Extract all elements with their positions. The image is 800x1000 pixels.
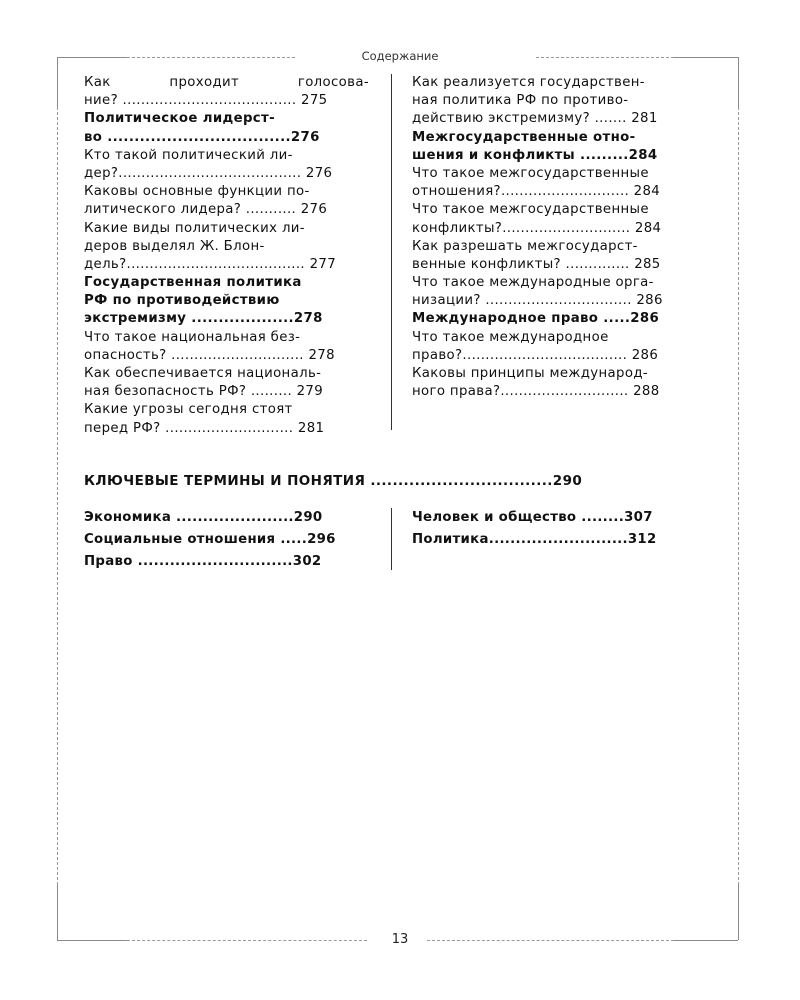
toc-line[interactable]: Какие угрозы сегодня стоят — [84, 402, 293, 418]
toc-line[interactable]: опасность? ............................. 278 — [84, 347, 335, 363]
toc-line[interactable]: дер?........................................ 276 — [84, 165, 333, 181]
key-term-entry[interactable]: Право .............................302 — [84, 554, 322, 569]
toc-line[interactable]: Что такое национальная без- — [84, 329, 301, 345]
toc-line[interactable]: Как обеспечивается националь- — [84, 366, 322, 381]
toc-line[interactable]: Какие виды политических ли- — [84, 220, 305, 236]
toc-line[interactable]: во ..................................276 — [84, 129, 320, 145]
toc-line[interactable]: венные конфликты? .............. 285 — [412, 256, 661, 272]
toc-line[interactable]: конфликты?............................ 284 — [412, 220, 662, 236]
toc-line[interactable]: ная политика РФ по противо- — [412, 93, 629, 109]
toc-line[interactable]: перед РФ? ............................ 281 — [84, 420, 325, 436]
toc-line[interactable]: Как разрешать межгосударст- — [412, 238, 638, 254]
frame-right-top — [738, 57, 739, 107]
toc-line[interactable]: действию экстремизму? ....... 281 — [412, 111, 658, 127]
key-term-entry[interactable]: Человек и общество ........307 — [412, 510, 653, 525]
toc-line[interactable]: деров выделял Ж. Блон- — [84, 238, 265, 254]
toc-line[interactable]: Что такое межгосударственные — [412, 165, 649, 181]
key-terms-right-column — [412, 507, 699, 551]
toc-line[interactable]: Что такое международное — [412, 329, 609, 345]
toc-line[interactable]: Что такое межгосударственные — [412, 202, 649, 218]
toc-line[interactable]: Как реализуется государствен- — [412, 75, 645, 90]
toc-line[interactable]: Политическое лидерст- — [84, 111, 275, 127]
toc-line[interactable]: низации? ................................ 286 — [412, 293, 663, 309]
toc-line[interactable]: ная безопасность РФ? ......... 279 — [84, 384, 324, 400]
toc-line[interactable]: дель?....................................... 277 — [84, 256, 337, 272]
toc-line[interactable]: Как проходит голосова- — [84, 75, 369, 90]
toc-line[interactable]: Государственная политика — [84, 275, 302, 291]
toc-line[interactable]: ного права?............................ 288 — [412, 384, 660, 400]
key-term-entry[interactable]: Социальные отношения .....296 — [84, 532, 336, 547]
toc-left-column — [84, 74, 369, 438]
toc-line[interactable]: отношения?............................ 284 — [412, 184, 661, 200]
toc-right-column — [412, 74, 697, 401]
frame-left-dashes — [57, 107, 58, 885]
key-term-entry[interactable]: Политика..........................312 — [412, 532, 657, 547]
toc-line[interactable]: Межгосударственные отно- — [412, 129, 636, 145]
toc-line[interactable]: право?.................................... 286 — [412, 347, 659, 363]
column-divider — [391, 74, 392, 430]
page-number: 13 — [391, 932, 409, 947]
toc-line[interactable]: ние? ...................................... 275 — [84, 93, 328, 109]
frame-right-dashes — [738, 107, 739, 885]
key-terms-left-column — [84, 507, 371, 573]
toc-line[interactable]: литического лидера? ........... 276 — [84, 202, 328, 218]
key-terms-divider — [391, 508, 392, 570]
key-terms-heading[interactable]: КЛЮЧЕВЫЕ ТЕРМИНЫ И ПОНЯТИЯ .................................290 — [84, 473, 583, 489]
toc-line[interactable]: Каковы принципы международ- — [412, 366, 649, 381]
toc-line[interactable]: Что такое международные орга- — [412, 275, 654, 291]
toc-line[interactable]: Международное право .....286 — [412, 311, 660, 327]
toc-line[interactable]: РФ по противодействию — [84, 293, 280, 309]
toc-line[interactable]: Каковы основные функции по- — [84, 184, 310, 200]
key-term-entry[interactable]: Экономика ......................290 — [84, 510, 323, 525]
toc-line[interactable]: экстремизму ...................278 — [84, 311, 323, 327]
toc-line[interactable]: шения и конфликты .........284 — [412, 147, 658, 163]
toc-line[interactable]: Кто такой политический ли- — [84, 147, 293, 163]
header-title: Содержание — [361, 49, 439, 63]
frame-left-top — [57, 57, 58, 107]
